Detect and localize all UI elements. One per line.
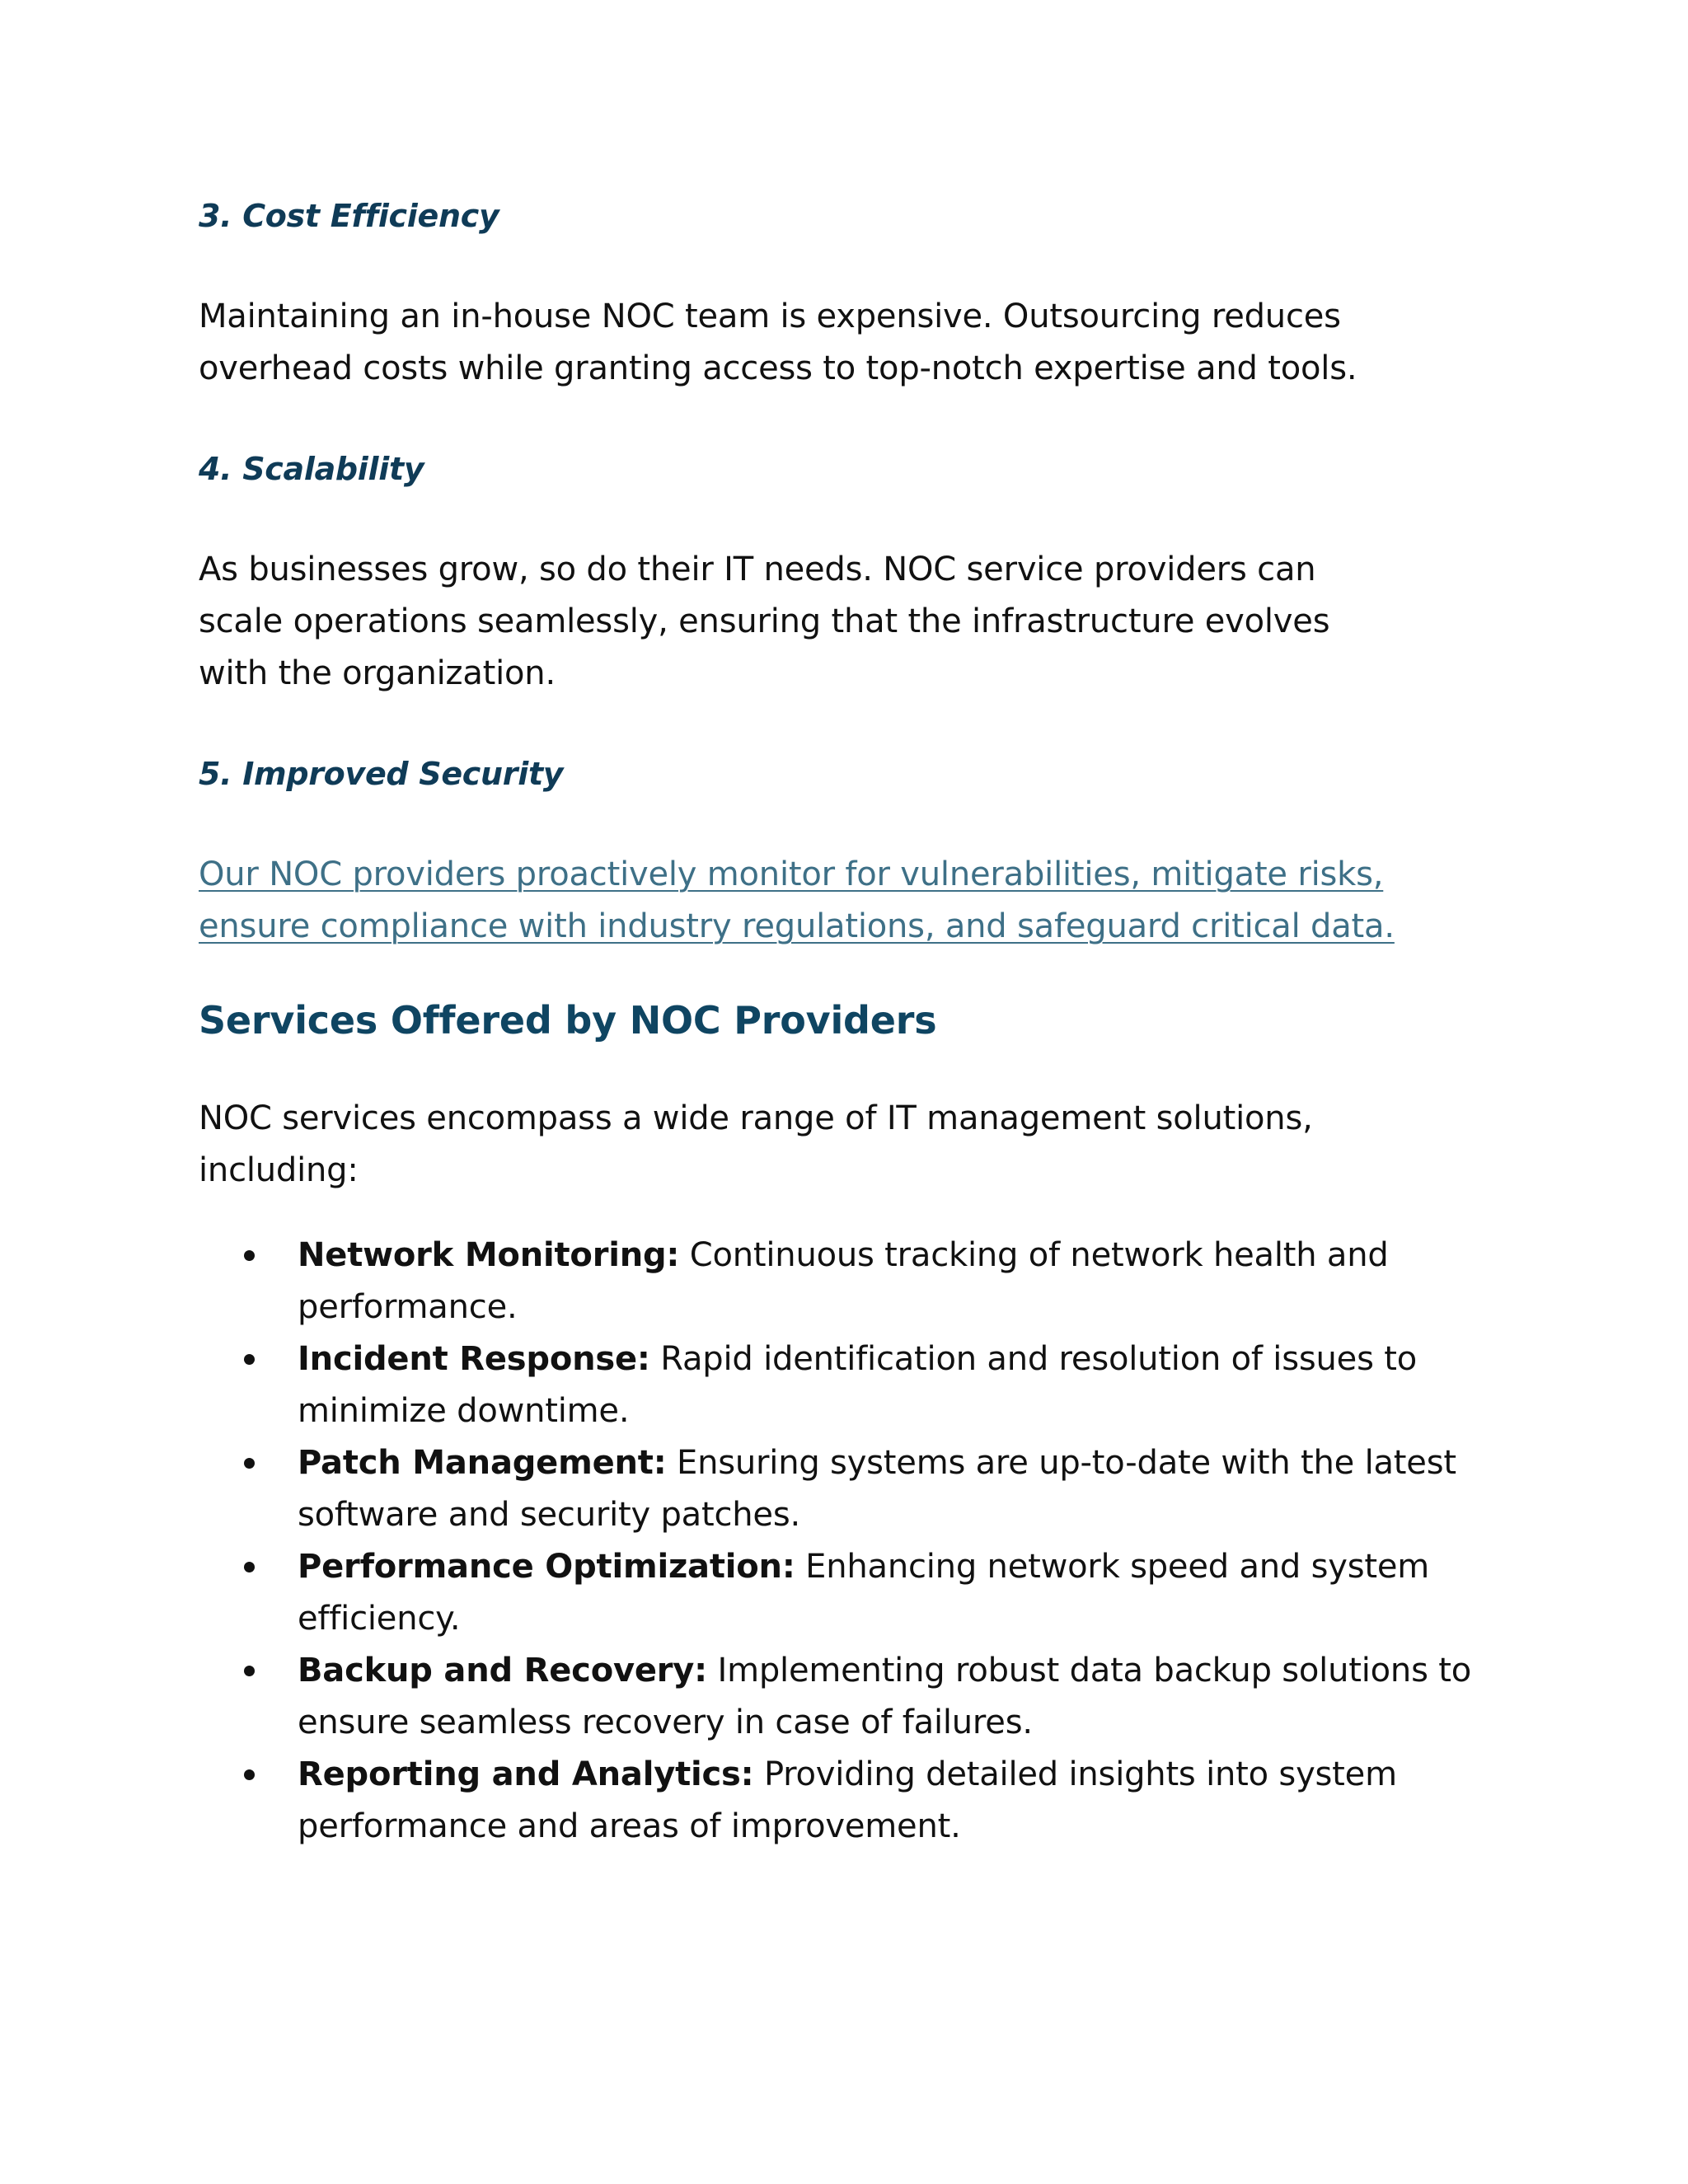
services-list [199, 1230, 1471, 1853]
list-item [199, 1230, 1468, 1333]
list-item-label: Network Monitoring: [298, 1236, 680, 1274]
list-item-text: Continuous tracking of network health and performance. [298, 1236, 1389, 1326]
list-item [199, 1541, 1468, 1645]
list-item-label: Performance Optimization: [298, 1548, 795, 1586]
security-link-paragraph[interactable]: Our NOC providers proactively monitor for vulnerabilities, mitigate risks, ensure compliance with industry regulations, and safeguard critical data. [199, 855, 1395, 945]
list-item [199, 1437, 1484, 1541]
list-item-text: Enhancing network speed and system efficiency. [298, 1548, 1430, 1638]
heading-scalability: 4. Scalability [199, 451, 424, 487]
list-item-text: Providing detailed insights into system performance and areas of improvement. [298, 1755, 1397, 1845]
bullet-icon [244, 1458, 255, 1469]
heading-cost-efficiency: 3. Cost Efficiency [199, 198, 499, 234]
bullet-icon [244, 1562, 255, 1572]
bullet-icon [244, 1769, 255, 1780]
services-section-title: Services Offered by NOC Providers [199, 998, 937, 1043]
list-item [199, 1645, 1484, 1749]
document-content [199, 196, 1471, 1853]
paragraph-cost-efficiency: Maintaining an in-house NOC team is expensive. Outsourcing reduces overhead costs while granting access to top-notch expertise and tools. [199, 298, 1357, 387]
services-intro: NOC services encompass a wide range of IT management solutions, including: [199, 1099, 1313, 1189]
list-item [199, 1749, 1451, 1853]
list-item-text: Rapid identification and resolution of issues to minimize downtime. [298, 1340, 1417, 1430]
list-item-label: Patch Management: [298, 1444, 667, 1482]
list-item-label: Reporting and Analytics: [298, 1755, 754, 1793]
list-item-label: Incident Response: [298, 1340, 650, 1378]
list-item-text: Implementing robust data backup solutions to ensure seamless recovery in case of failures. [298, 1652, 1471, 1741]
bullet-icon [244, 1250, 255, 1261]
bullet-icon [244, 1666, 255, 1676]
list-item-label: Backup and Recovery: [298, 1652, 707, 1690]
bullet-icon [244, 1354, 255, 1365]
paragraph-scalability: As businesses grow, so do their IT needs. NOC service providers can scale operations seamlessly, ensuring that the infrastructure evolves with the organization. [199, 551, 1330, 692]
list-item-text: Ensuring systems are up-to-date with the latest software and security patches. [298, 1444, 1456, 1534]
heading-improved-security: 5. Improved Security [199, 756, 564, 792]
list-item [199, 1333, 1468, 1437]
